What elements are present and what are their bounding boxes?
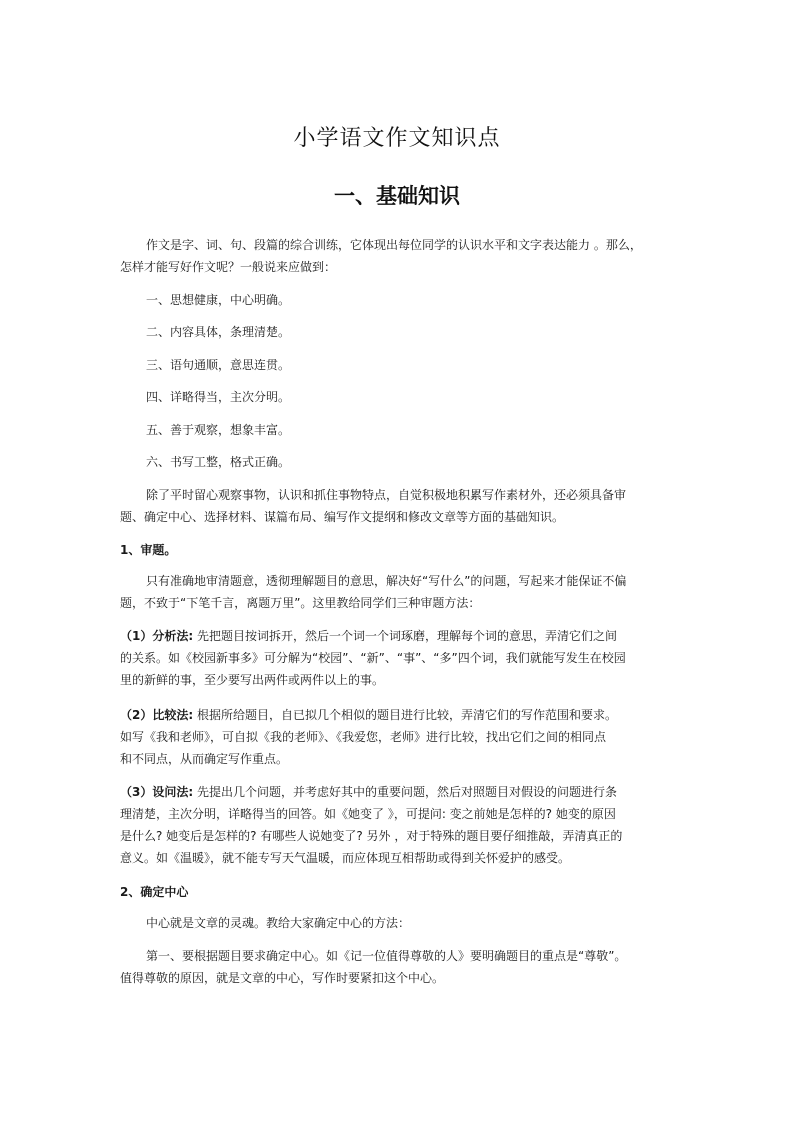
- document-title: 小学语文作文知识点: [293, 126, 501, 151]
- intro-line: 怎样才能写好作文呢？一般说来应做到：: [120, 260, 337, 274]
- requirement-item: 三、语句通顺，意思连贯。: [146, 358, 291, 372]
- method-label: （3）设问法:: [120, 785, 194, 799]
- method-label: （2）比较法:: [120, 708, 194, 722]
- requirement-item: 六、书写工整，格式正确。: [146, 455, 291, 469]
- sec1-intro-paragraph: 只有准确地审清题意，透彻理解题目的意思，解决好“写什么”的问题，写起来才能保证不偏 题，不致于“下笔千言，离题万里”。这里教给同学们三种审题方法：: [120, 574, 627, 610]
- section-heading: 一、基础知识: [334, 183, 460, 208]
- method-analysis: （1）分析法: 先把题目按词拆开，然后一个词一个词琢磨，理解每个词的意思，弄清它们之间 的关系。如《校园新事多》可分解为“校园”、“新”、“事”、“多”四个词，我们就能写发生在校园 里的新鲜的事，至少要写出两件或两件以上的事。: [120, 629, 626, 687]
- method-label: （1）分析法:: [120, 629, 194, 643]
- intro-paragraph: [120, 234, 680, 278]
- requirement-item: 二、内容具体，条理清楚。: [146, 325, 291, 339]
- method-comparison: （2）比较法: 根据所给题目，自已拟几个相似的题目进行比较，弄清它们的写作范围和要求。 如写《我和老师》，可自拟《我的老师》、《我爱您，老师》进行比较，找出它们之间的相同点 和不同点，从而确定写作重点。: [120, 708, 617, 766]
- requirement-item: 四、详略得当，主次分明。: [146, 390, 291, 404]
- intro-line: 作文是字、词、句、段篇的综合训练，它体现出每位同学的认识水平和文字表达能力 。那么，: [146, 238, 642, 252]
- basics-paragraph: 除了平时留心观察事物，认识和抓住事物特点，自觉积极地积累写作素材外，还必须具备审 题、确定中心、选择材料、谋篇布局、编写作文提纲和修改文章等方面的基础知识。: [120, 488, 627, 524]
- sec2-paragraph: 第一、要根据题目要求确定中心。如《记一位值得尊敬的人》要明确题目的重点是“尊敬”。 值得尊敬的原因，就是文章的中心，写作时要紧扣这个中心。: [120, 949, 627, 985]
- requirement-item: 一、思想健康，中心明确。: [146, 293, 291, 307]
- requirement-item: 五、善于观察，想象丰富。: [146, 423, 291, 437]
- sec2-intro-line: 中心就是文章的灵魂。教给大家确定中心的方法：: [146, 916, 411, 930]
- subsection-heading-1: 1、审题。: [120, 543, 177, 557]
- subsection-heading-2: 2、确定中心: [120, 885, 189, 899]
- method-questioning: （3）设问法: 先提出几个问题，并考虑好其中的重要问题，然后对照题目对假设的问题进行条 理清楚，主次分明，详略得当的回答。如《她变了 》，可提问: 变之前她是怎样的? 她变的原因 是什么? 她变后是怎样的? 有哪些人说她变了? 另外 ，对于特殊的题目要仔细推敲，弄清真正的 意义。如《温暖》，就不能专写天气温暖，而应体现互相帮助或得到关怀爱护的感受。: [120, 785, 623, 865]
